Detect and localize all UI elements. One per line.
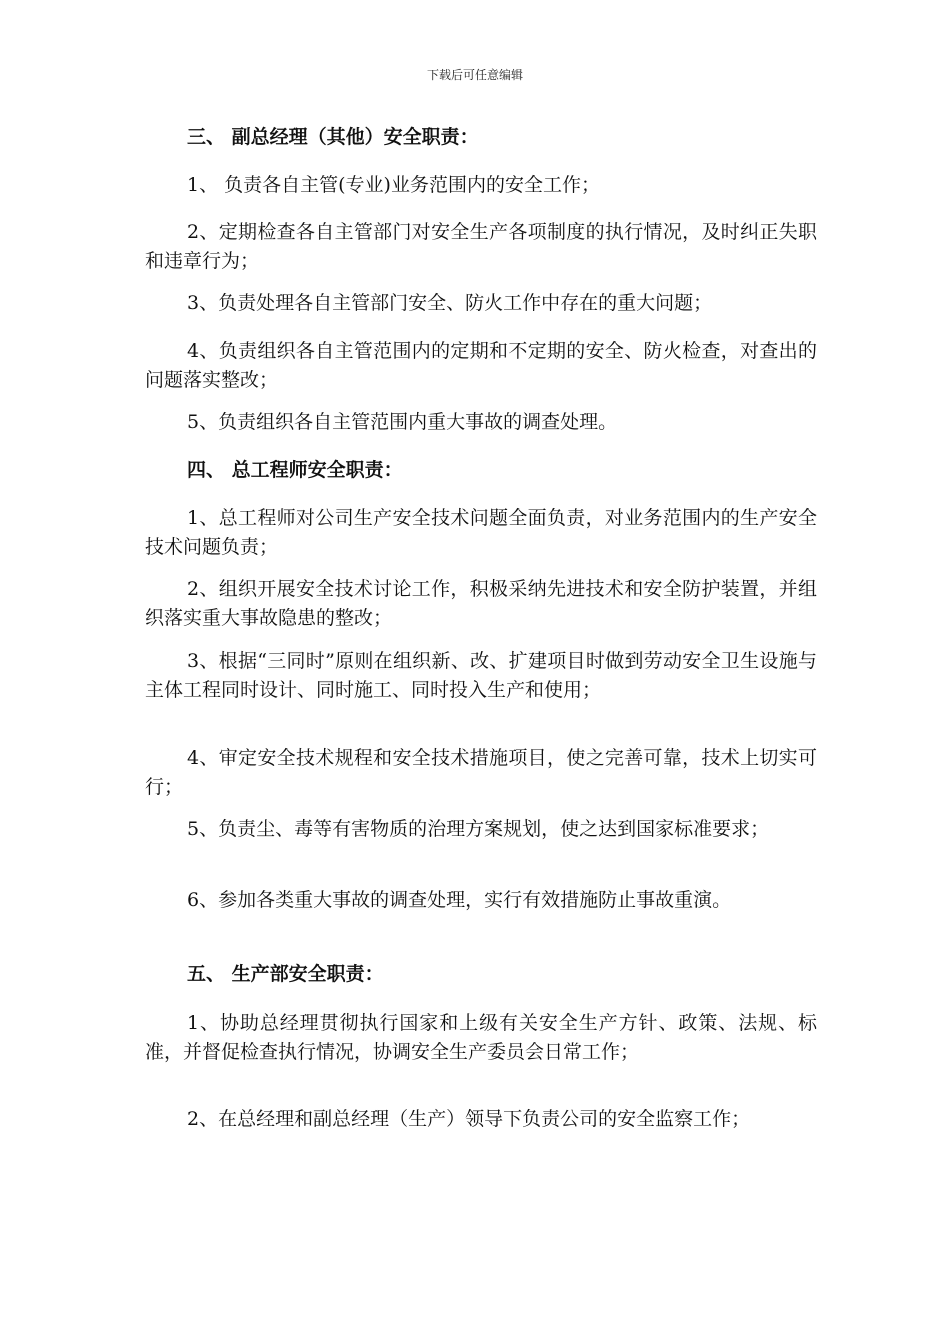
paragraph-text: 4、审定安全技术规程和安全技术措施项目，使之完善可靠，技术上切实可行； — [145, 747, 817, 798]
paragraph — [145, 575, 817, 633]
section-heading-4: 四、 总工程师安全职责： — [187, 459, 403, 481]
paragraph — [145, 289, 817, 318]
paragraph — [145, 1009, 817, 1067]
paragraph — [145, 744, 817, 802]
paragraph-text: 2、在总经理和副总经理（生产）领导下负责公司的安全监察工作； — [187, 1108, 751, 1130]
paragraph-text: 2、定期检查各自主管部门对安全生产各项制度的执行情况，及时纠正失职和违章行为； — [145, 221, 817, 272]
paragraph — [145, 647, 817, 705]
section-heading-3: 三、 副总经理（其他）安全职责： — [187, 126, 479, 148]
paragraph-text: 5、负责尘、毒等有害物质的治理方案规划，使之达到国家标准要求； — [187, 818, 770, 840]
paragraph — [145, 171, 817, 200]
paragraph — [145, 1105, 817, 1134]
paragraph-text: 6、参加各类重大事故的调查处理，实行有效措施防止事故重演。 — [187, 889, 732, 911]
paragraph-text: 3、根据“三同时”原则在组织新、改、扩建项目时做到劳动安全卫生设施与主体工程同时设计、同时施工、同时投入生产和使用； — [145, 650, 817, 701]
paragraph — [145, 337, 817, 395]
paragraph — [145, 504, 817, 562]
paragraph-text: 3、负责处理各自主管部门安全、防火工作中存在的重大问题； — [187, 292, 713, 314]
paragraph-text: 1、 负责各自主管(专业)业务范围内的安全工作； — [187, 174, 600, 196]
paragraph-text: 4、负责组织各自主管范围内的定期和不定期的安全、防火检查，对查出的问题落实整改； — [145, 340, 817, 391]
paragraph — [145, 218, 817, 276]
paragraph-text: 2、组织开展安全技术讨论工作，积极采纳先进技术和安全防护装置，并组织落实重大事故隐患的整改； — [145, 578, 817, 629]
paragraph — [145, 815, 817, 844]
paragraph-text: 1、总工程师对公司生产安全技术问题全面负责，对业务范围内的生产安全技术问题负责； — [145, 507, 817, 558]
paragraph — [145, 408, 817, 437]
paragraph-text: 5、负责组织各自主管范围内重大事故的调查处理。 — [187, 411, 618, 433]
section-heading-5: 五、 生产部安全职责： — [187, 963, 384, 985]
paragraph — [145, 886, 817, 915]
paragraph-text: 1、协助总经理贯彻执行国家和上级有关安全生产方针、政策、法规、标准，并督促检查执行情况，协调安全生产委员会日常工作； — [145, 1012, 817, 1063]
header-note: 下载后可任意编辑 — [426, 68, 523, 82]
